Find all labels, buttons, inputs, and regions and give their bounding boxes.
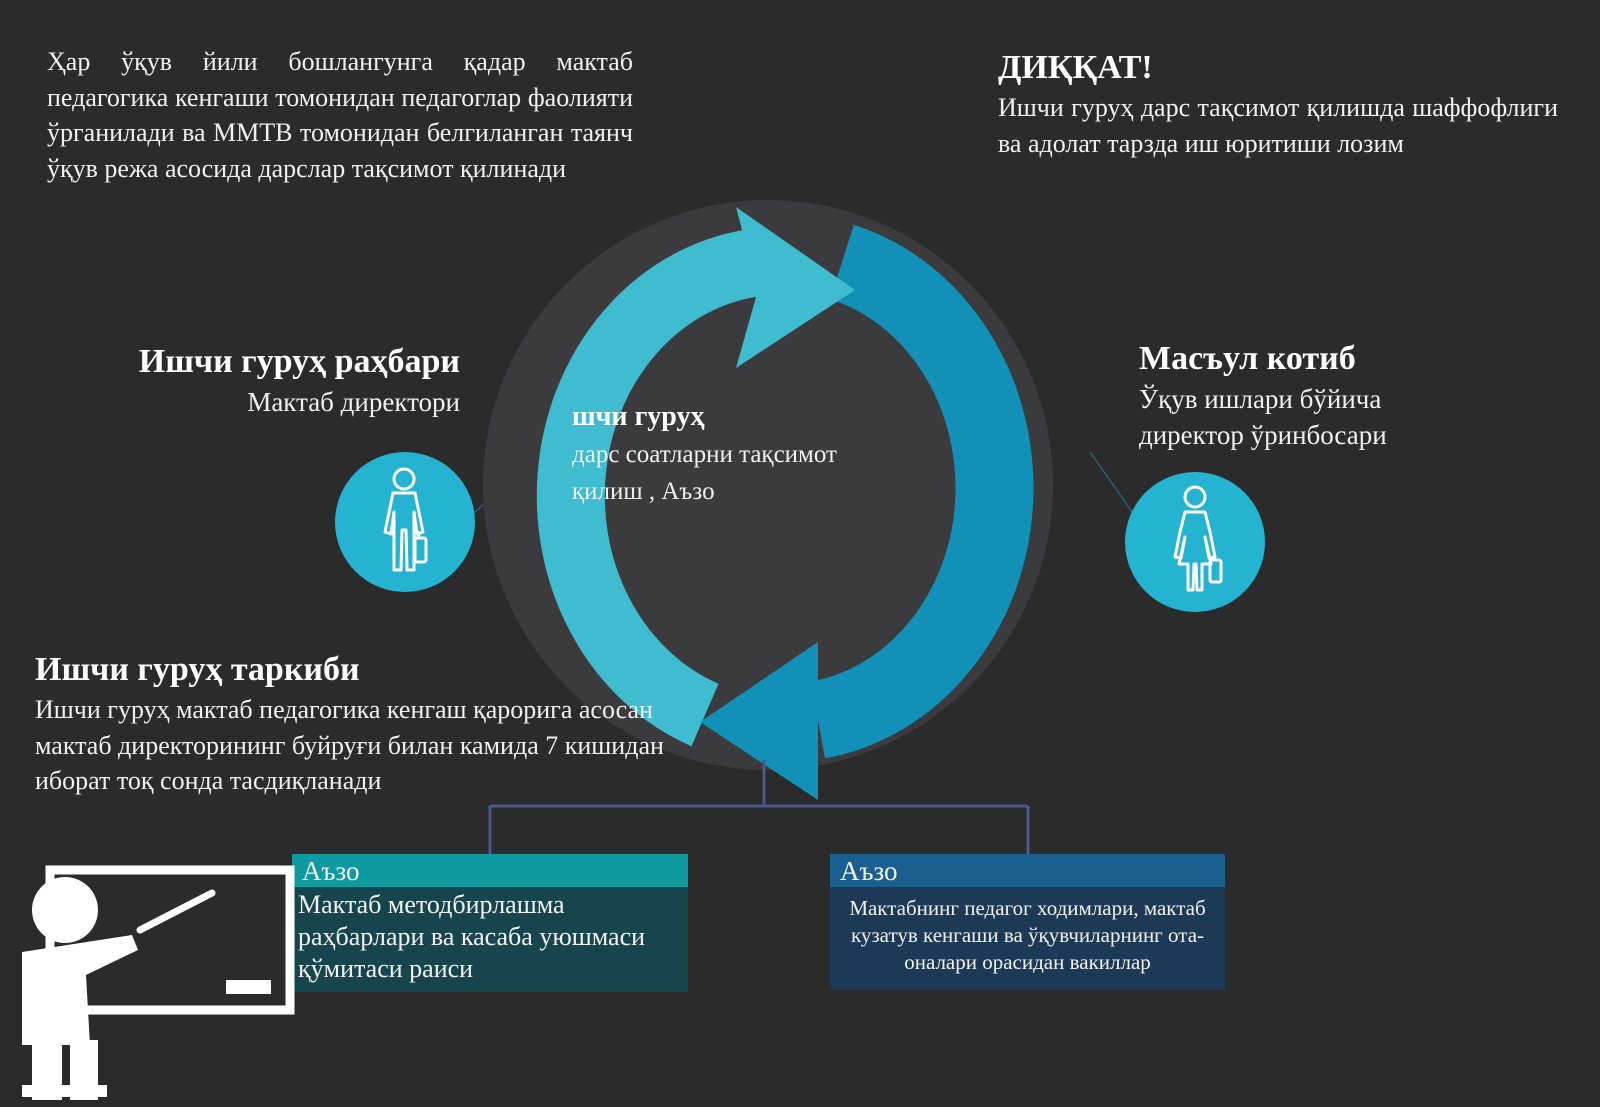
secretary-subtitle-line1: Ўқув ишлари бўйича — [1139, 384, 1382, 414]
center-line2: қилиш , Аъзо — [572, 478, 715, 505]
leader-title: Ишчи гуруҳ раҳбари — [138, 343, 460, 380]
composition-block — [35, 648, 675, 799]
man-with-briefcase-icon — [335, 452, 475, 592]
leader-avatar — [335, 452, 475, 592]
member-box-right — [830, 854, 1225, 990]
member-left-header: Аъзо — [292, 854, 688, 887]
center-line1: дарс соатларни тақсимот — [572, 441, 837, 468]
secretary-avatar — [1125, 472, 1265, 612]
member-right-body: Мактабнинг педагог ходимлари, мактаб кузатув кенгаши ва ўқувчиларнинг ота-оналари орасидан вакиллар — [849, 896, 1206, 974]
attention-text: Ишчи гуруҳ дарс тақсимот қилишда шаффофлиги ва адолат тарзда иш юритиши лозим — [998, 93, 1558, 158]
composition-text: Ишчи гуруҳ мактаб педагогика кенгаш қарорига асосан мактаб директорининг буйруғи билан камида 7 кишидан иборат тоқ сонда тасдиқланади — [35, 695, 664, 795]
teacher-at-board-icon — [18, 865, 298, 1101]
member-left-body: Мактаб методбирлашма раҳбарлари ва касаба уюшмаси қўмитаси раиси — [298, 890, 646, 983]
intro-paragraph: Ҳар ўқув йили бошлангунга қадар мактаб педагогика кенгаши томонидан педагоглар фаолияти ўрганилади ва ММТВ томонидан белгиланган таянч ўқув режа асосида дарслар тақсимот қилинади — [47, 47, 633, 183]
secretary-title: Масъул котиб — [1139, 340, 1356, 377]
attention-title: ДИҚҚАТ! — [998, 49, 1153, 86]
center-title: шчи гуруҳ — [572, 401, 705, 432]
secretary-subtitle-line2: директор ўринбосари — [1139, 420, 1387, 450]
member-right-header: Аъзо — [830, 854, 1225, 887]
woman-with-briefcase-icon — [1125, 472, 1265, 612]
member-box-left — [292, 854, 688, 992]
composition-title: Ишчи гуруҳ таркиби — [35, 651, 360, 688]
leader-connector — [475, 505, 483, 512]
leader-subtitle: Мактаб директори — [247, 387, 460, 417]
